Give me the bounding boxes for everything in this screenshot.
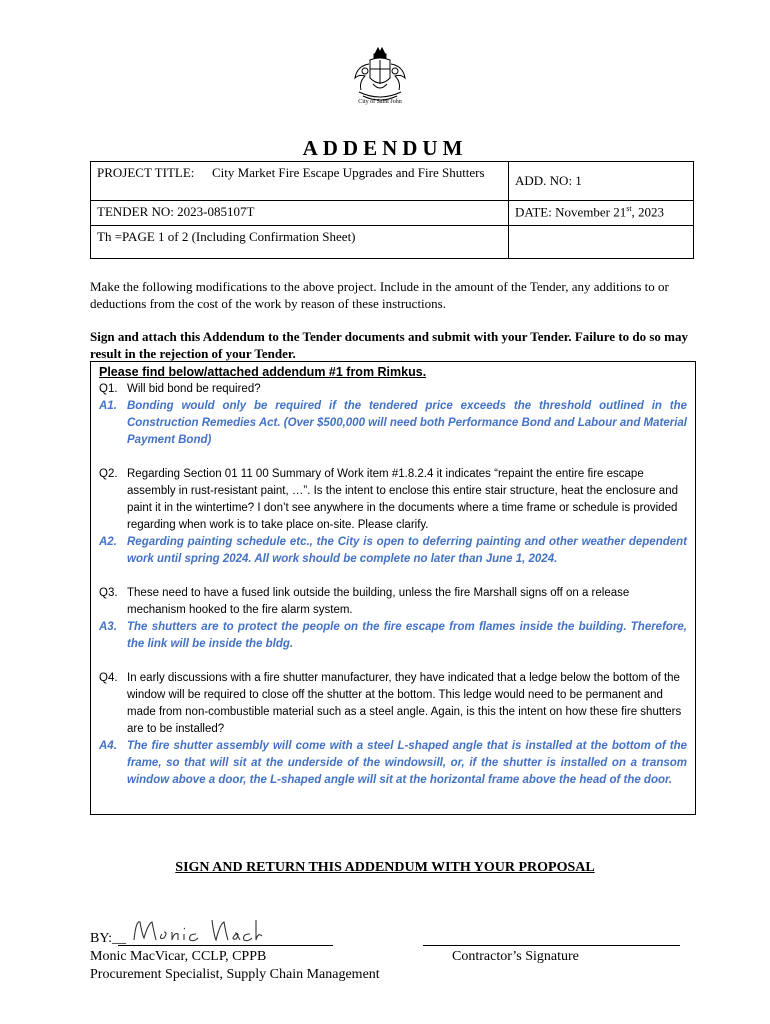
date-suffix: , 2023 [631,204,665,220]
question-text: These need to have a fused link outside the building, unless the fire Marshall signs off on a release mechanism hooked to the fire alarm system. [127,587,630,616]
answer-text: The shutters are to protect the people on the fire escape from flames inside the building. Therefore, the link will be inside the bldg. [127,621,687,650]
project-title-cell [91,162,509,201]
add-no: ADD. NO: 1 [515,173,582,188]
add-no-cell [509,162,694,201]
question-3 [99,585,687,619]
question-number: Q3. [99,587,118,599]
answer-2 [99,534,687,568]
question-number: Q1. [99,383,118,395]
answer-1 [99,398,687,449]
logo-caption: City of Saint John [358,99,402,105]
answer-number: A3. [99,621,117,633]
answer-text: Bonding would only be required if the tendered price exceeds the threshold outlined in the Construction Remedies Act. (Over $500,000 will need both Performance Bond and Labour and Material Payment Bond) [127,400,688,446]
project-title-label: PROJECT TITLE: [97,165,195,180]
by-label: BY:__ [90,931,127,946]
intro-paragraph: Make the following modifications to the above project. Include in the amount of the Tender, any additions to or deductions from the cost of the work by reason of these instructions. [90,279,669,311]
question-4 [99,670,687,738]
addendum-qa-box [90,361,696,815]
answer-number: A1. [99,400,117,412]
answer-text: The fire shutter assembly will come with a steel L-shaped angle that is installed at the bottom of the frame, so that will sit at the underside of the windowsill, or, if the shutter is installed on a transom window above a door, the L-shaped angle will sit at the horizontal frame above the head of the door. [127,740,687,786]
question-number: Q2. [99,468,118,480]
page-count: Th =PAGE 1 of 2 (Including Confirmation Sheet) [97,229,356,244]
contractor-signature-label: Contractor’s Signature [452,949,579,964]
question-text: In early discussions with a fire shutter manufacturer, they have indicated that a ledge below the bottom of the window will be required to close off the shutter at the bottom. This ledge would need to be permanent and made from non-combustible material such as a steel angle. Again, is this the intent on how these fire shutters are to be installed? [127,672,682,735]
question-text: Regarding Section 01 11 00 Summary of Work item #1.8.2.4 it indicates “repaint the entire fire escape assembly in rust-resistant paint, …”. Is the intent to enclose this entire stair structure, heat the enclosure and paint it in the wintertime? I don’t see anywhere in the documents where a time frame or schedule is provided regarding when work is to take place on-site. Please clarify. [127,468,678,531]
project-title-value: City Market Fire Escape Upgrades and Fire Shutters [212,165,485,180]
sign-return-heading: SIGN AND RETURN THIS ADDENDUM WITH YOUR PROPOSAL [175,860,595,875]
signatory-name: Monic MacVicar, CCLP, CPPB [90,949,267,964]
question-number: Q4. [99,672,118,684]
date-prefix: DATE: November 21 [515,204,627,220]
contractor-signature-line[interactable] [423,945,680,946]
date-cell [509,201,694,226]
project-info-table [90,161,694,259]
answer-text: Regarding painting schedule etc., the City is open to deferring painting and other weather dependent work until spring 2024. All work should be complete no later than June 1, 2024. [127,536,687,565]
question-text: Will bid bond be required? [127,383,261,395]
answer-number: A2. [99,536,117,548]
tender-no: TENDER NO: 2023-085107T [97,204,255,219]
page-cell [91,226,509,259]
signatory-role: Procurement Specialist, Supply Chain Management [90,967,380,982]
empty-cell [509,226,694,259]
tender-no-cell [91,201,509,226]
answer-number: A4. [99,740,117,752]
answer-3 [99,619,687,653]
qa-heading: Please find below/attached addendum #1 from Rimkus. [99,365,427,379]
signatory-block [90,930,380,984]
question-1 [99,381,687,398]
question-2 [99,466,687,534]
date-superscript: st [626,204,632,213]
answer-4 [99,738,687,789]
document-title: ADDENDUM [302,136,468,160]
instruction-paragraph: Sign and attach this Addendum to the Tender documents and submit with your Tender. Failure to do so may result in the rejection of your Tender. [90,329,689,361]
